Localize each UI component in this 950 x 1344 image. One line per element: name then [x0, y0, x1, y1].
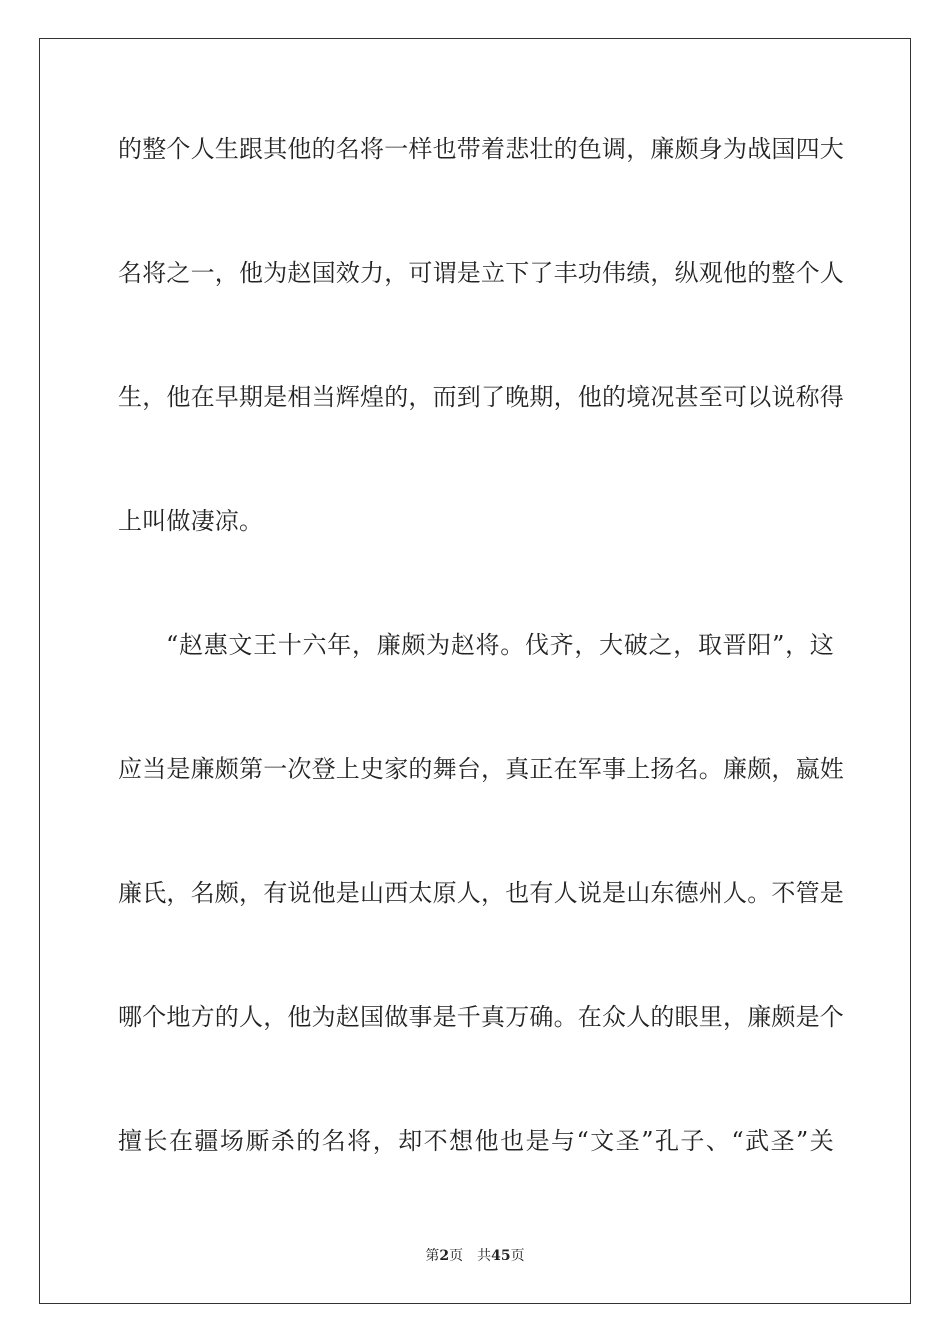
text-line-5: “赵惠文王十六年，廉颇为赵将。伐齐，大破之，取晋阳”，这: [166, 631, 834, 659]
footer-page-number: 2: [439, 1248, 450, 1264]
text-line-1: 的整个人生跟其他的名将一样也带着悲壮的色调，廉颇身为战国四大: [118, 135, 844, 163]
page-border: [39, 38, 911, 1304]
footer-page-suffix: 页: [449, 1248, 464, 1264]
text-line-8: 哪个地方的人，他为赵国做事是千真万确。在众人的眼里，廉颇是个: [118, 1003, 844, 1031]
text-line-6: 应当是廉颇第一次登上史家的舞台，真正在军事上扬名。廉颇，嬴姓: [118, 755, 844, 783]
footer-page-prefix: 第: [425, 1248, 440, 1264]
text-line-4: 上叫做凄凉。: [118, 507, 264, 535]
footer-total-suffix: 页: [510, 1248, 525, 1264]
page-footer: [0, 1246, 950, 1266]
footer-total-pages: 45: [491, 1248, 511, 1264]
text-line-3: 生，他在早期是相当辉煌的，而到了晚期，他的境况甚至可以说称得: [118, 383, 844, 411]
footer-total-prefix: 共: [477, 1248, 492, 1264]
text-line-9: 擅长在疆场厮杀的名将，却不想他也是与“文圣”孔子、“武圣”关: [118, 1127, 834, 1155]
text-line-7: 廉氏，名颇，有说他是山西太原人，也有人说是山东德州人。不管是: [118, 879, 844, 907]
text-line-2: 名将之一，他为赵国效力，可谓是立下了丰功伟绩，纵观他的整个人: [118, 259, 844, 287]
